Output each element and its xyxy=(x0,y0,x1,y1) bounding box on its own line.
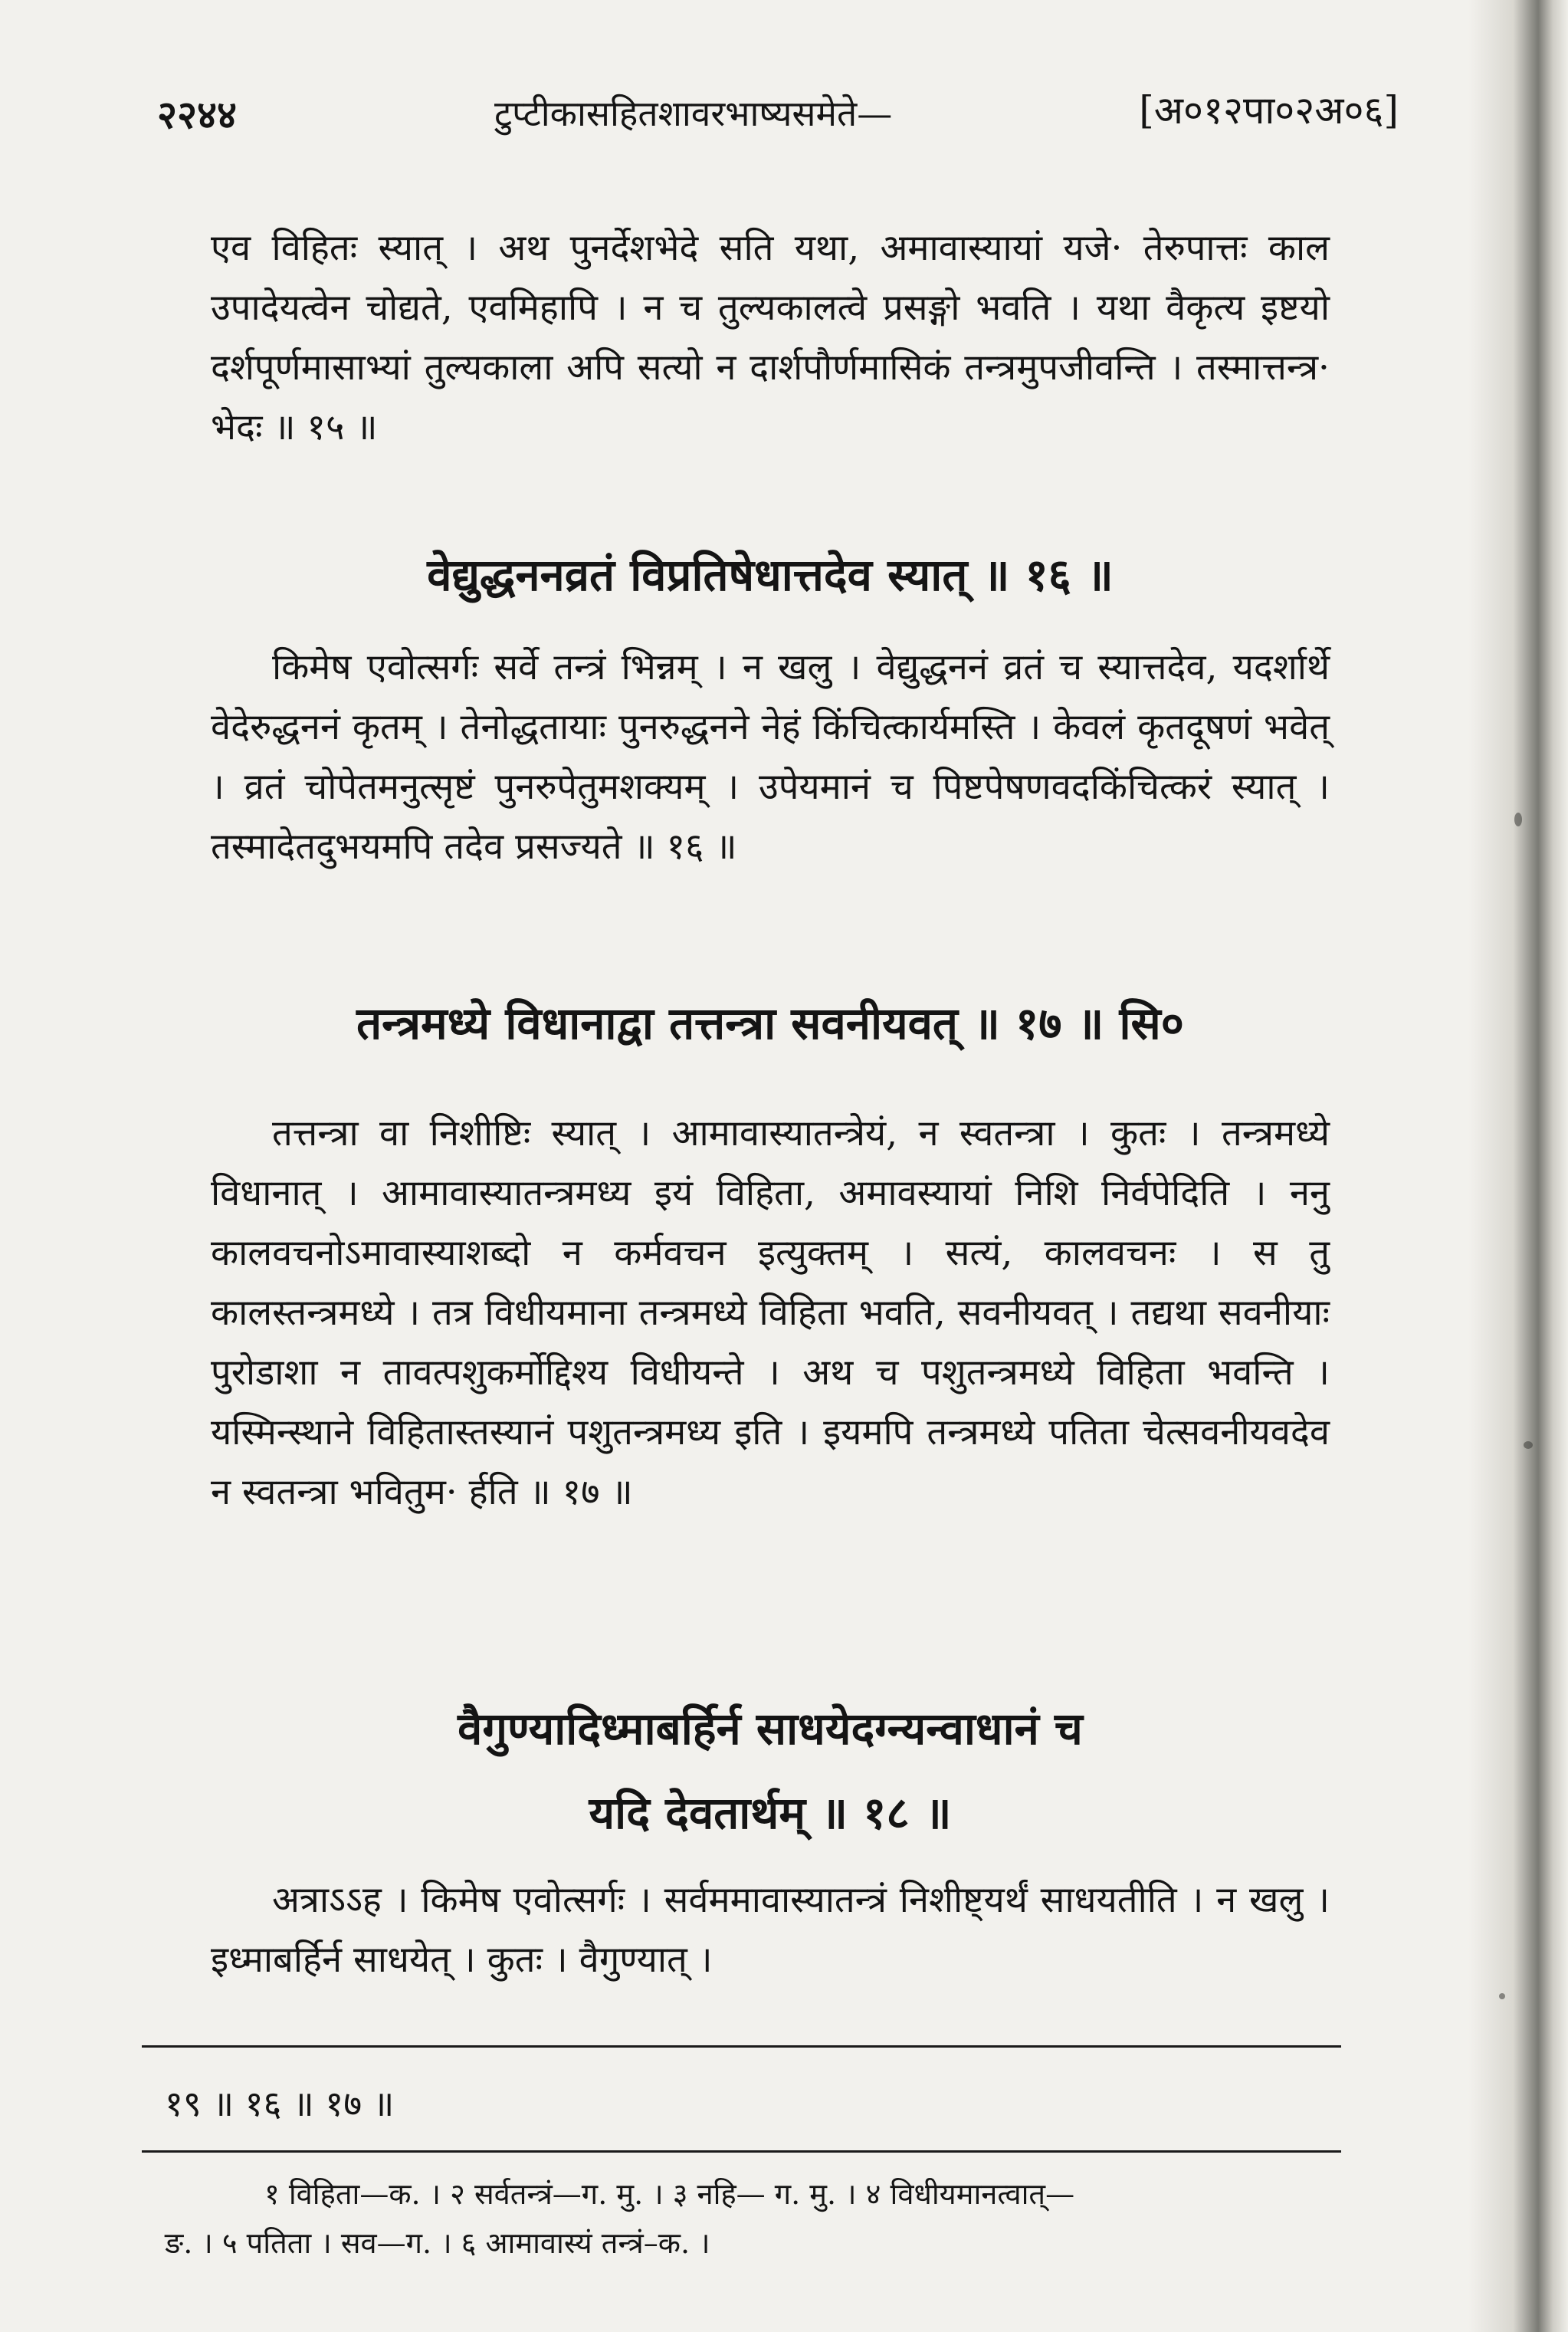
commentary-18: अत्राऽऽह । किमेष एवोत्सर्गः । सर्वममावास्यातन्त्रं निशीष्ट्यर्थं साधयतीति । न खलु । इध्माबर्हिर्न साधयेत् । कुतः । वैगुण्यात् । xyxy=(211,1879,1330,1981)
footnotes xyxy=(165,2169,1349,2268)
page-edge-shadow xyxy=(1468,0,1568,2332)
divider-line xyxy=(142,2150,1341,2153)
page-header xyxy=(157,83,1399,144)
section-reference: [अ०१२पा०२अ०६] xyxy=(1139,88,1399,133)
commentary-16: किमेष एवोत्सर्गः सर्वे तन्त्रं भिन्नम् । न खलु । वेद्युद्धननं व्रतं च स्यात्तदेव, यदर्शार्थे वेदेरुद्धननं कृतम् । तेनोद्धतायाः पुनरुद्धनने नेहं किंचित्कार्यमस्ति । केवलं कृतदूषणं भवेत् । व्रतं चोपेतमनुत्सृष्टं पुनरुपेतुमशक्यम् । उपेयमानं च पिष्टपेषणवदकिंचित्करं स्यात् । तस्मादेतदुभयमपि तदेव प्रसज्यते ॥ १६ ॥ xyxy=(211,646,1330,868)
paragraph-continuation: एव विहितः स्यात् । अथ पुनर्देशभेदे सति यथा, अमावास्यायां यजे· तेरुपात्तः काल उपादेयत्वेन चोद्यते, एवमिहापि । न च तुल्यकालत्वे प्रसङ्गो भवति । यथा वैकृत्य इष्टयो दर्शपूर्णमासाभ्यां तुल्यकाला अपि सत्यो न दार्शपौर्णमासिकं तन्त्रमुपजीवन्ति । तस्मात्तन्त्र· भेदः ॥ १५ ॥ xyxy=(211,227,1330,448)
sutra-references: १९ ॥ १६ ॥ १७ ॥ xyxy=(165,2083,395,2124)
sutra-18-line-2: यदि देवतार्थम् ॥ १८ ॥ xyxy=(589,1787,952,1839)
scan-speck xyxy=(1514,813,1522,826)
running-title: टुप्टीकासहितशावरभाष्यसमेते— xyxy=(494,93,893,134)
divider-line xyxy=(142,2045,1341,2048)
sutra-17: तन्त्रमध्ये विधानाद्वा तत्तन्त्रा सवनीयवत् ॥ १७ ॥ सि० xyxy=(356,997,1184,1049)
sutra-18-line-1: वैगुण्यादिध्माबर्हिर्न साधयेदग्न्यन्वाधानं च xyxy=(458,1703,1083,1755)
commentary-17: तत्तन्त्रा वा निशीष्टिः स्यात् । आमावास्यातन्त्रेयं, न स्वतन्त्रा । कुतः । तन्त्रमध्ये विधानात् । आमावास्यातन्त्रमध्य इयं विहिता, अमावस्यायां निशि निर्वपेदिति । ननु कालवचनोऽमावास्याशब्दो न कर्मवचन इत्युक्तम् । सत्यं, कालवचनः । स तु कालस्तन्त्रमध्ये । तत्र विधीयमाना तन्त्रमध्ये विहिता भवति, सवनीयवत् । तद्यथा सवनीयाः पुरोडाशा न तावत्पशुकर्मोद्दिश्य विधीयन्ते । अथ च पशुतन्त्रमध्ये विहिता भवन्ति । यस्मिन्स्थाने विहितास्तस्यानं पशुतन्त्रमध्य इति । इयमपि तन्त्रमध्ये पतिता चेत्सवनीयवदेव न स्वतन्त्रा भवितुम· र्हति ॥ १७ ॥ xyxy=(211,1112,1330,1513)
scan-speck xyxy=(1499,1993,1505,1999)
footnote-line: १ विहिता—क. । २ सर्वतन्त्रं—ग. मु. । ३ नहि— ग. मु. । ४ विधीयमानत्वात्— xyxy=(264,2177,1075,2211)
sutra-16: वेद्युद्धननव्रतं विप्रतिषेधात्तदेव स्यात् ॥ १६ ॥ xyxy=(427,549,1114,601)
scan-speck xyxy=(1524,1441,1533,1449)
page-number: २२४४ xyxy=(157,92,237,137)
footnote-line: ङ. । ५ पतिता । सव—ग. । ६ आमावास्यं तन्त्रं–क. । xyxy=(165,2226,710,2260)
